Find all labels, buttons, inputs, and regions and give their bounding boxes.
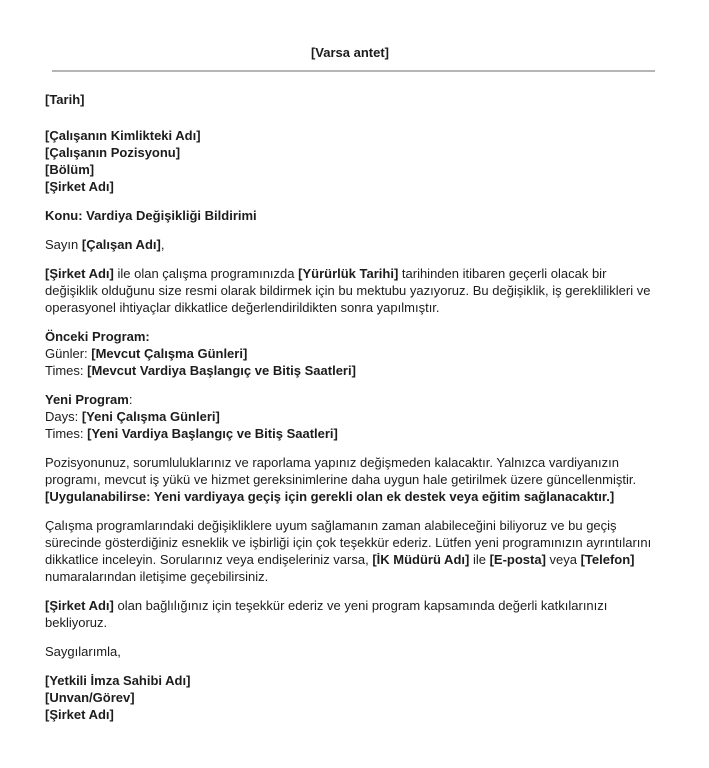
recipient-name: [Çalışanın Kimlikteki Adı] [45, 128, 201, 143]
recipient-block [45, 127, 655, 195]
recipient-position: [Çalışanın Pozisyonu] [45, 145, 181, 160]
new-schedule-title: Yeni Program: [45, 392, 133, 407]
recipient-company: [Şirket Adı] [45, 179, 114, 194]
previous-schedule-days: Günler: [Mevcut Çalışma Günleri] [45, 346, 248, 361]
company-placeholder-thanks: [Şirket Adı] [45, 598, 114, 613]
date-line: [Tarih] [45, 92, 85, 107]
salutation-line [45, 236, 655, 253]
position-note-paragraph: Pozisyonunuz, sorumluluklarınız ve raporlama yapınız değişmeden kalacaktır. Yalnızca vardiyanızın programı, mevcut iş yükü ve hizmet gereksinimlerine daha uygun hale getirilmek üzere güncellenmiştir. [Uygulanabilirse: Yeni vardiyaya geçiş için gerekli olan ek destek veya eğitim sağlanacaktır.] [45, 455, 637, 504]
phone-placeholder: [Telefon] [580, 552, 635, 567]
signatory-company: [Şirket Adı] [45, 707, 114, 722]
previous-schedule-block [45, 328, 655, 379]
transition-paragraph: Çalışma programlarındaki değişikliklere uyum sağlamanın zaman alabileceğini biliyoruz ve bu geçiş sürecinde gösterdiğiniz esneklik ve işbirliği için çok teşekkür ederiz. Lütfen yeni programınızın ayrıntılarını dikkatlice inceleyin. Sorularınız veya endişeleriniz varsa, [İK Müdürü Adı] ile [E-posta] veya [Telefon] numaralarından iletişime geçebilirsiniz. [45, 518, 652, 584]
hr-manager-placeholder: [İK Müdürü Adı] [372, 552, 470, 567]
letterhead-divider [52, 70, 655, 72]
current-days-placeholder: [Mevcut Çalışma Günleri] [91, 346, 248, 361]
recipient-department: [Bölüm] [45, 162, 95, 177]
new-schedule-times: Times: [Yeni Vardiya Başlangıç ve Bitiş Saatleri] [45, 426, 338, 441]
intro-paragraph: [Şirket Adı] ile olan çalışma programınızda [Yürürlük Tarihi] tarihinden itibaren geçerli olacak bir değişiklik olduğunu size resmi olarak bildirmek için bu mektubu yazıyoruz. Bu değişiklik, iş gereklilikleri ve operasyonel ihtiyaçlar dikkatlice değerlendirildikten sonra yapılmıştır. [45, 266, 651, 315]
salutation-prefix: Sayın [45, 237, 82, 252]
subject-line: Konu: Vardiya Değişikliği Bildirimi [45, 208, 257, 223]
signatory-title: [Unvan/Görev] [45, 690, 135, 705]
new-days-placeholder: [Yeni Çalışma Günleri] [81, 409, 220, 424]
previous-schedule-times: Times: [Mevcut Vardiya Başlangıç ve Bitiş Saatleri] [45, 363, 356, 378]
new-schedule-block [45, 391, 655, 442]
current-times-placeholder: [Mevcut Vardiya Başlangıç ve Bitiş Saatleri] [87, 363, 356, 378]
company-placeholder: [Şirket Adı] [45, 266, 114, 281]
signature-block [45, 672, 655, 723]
salutation-suffix: , [160, 237, 165, 252]
salutation-employee-name: [Çalışan Adı] [81, 237, 161, 252]
signatory-name: [Yetkili İmza Sahibi Adı] [45, 673, 191, 688]
new-schedule-days: Days: [Yeni Çalışma Günleri] [45, 409, 220, 424]
conditional-support-note: [Uygulanabilirse: Yeni vardiyaya geçiş için gerekli olan ek destek veya eğitim sağlanacaktır.] [45, 489, 615, 504]
previous-schedule-title: Önceki Program: [45, 329, 150, 344]
email-placeholder: [E-posta] [489, 552, 546, 567]
letterhead-placeholder: [Varsa antet] [310, 45, 390, 60]
effective-date-placeholder: [Yürürlük Tarihi] [298, 266, 399, 281]
thanks-paragraph: [Şirket Adı] olan bağlılığınız için teşekkür ederiz ve yeni program kapsamında değerli katkılarınızı bekliyoruz. [45, 598, 608, 630]
closing-line: Saygılarımla, [45, 644, 121, 659]
new-times-placeholder: [Yeni Vardiya Başlangıç ve Bitiş Saatleri] [87, 426, 338, 441]
